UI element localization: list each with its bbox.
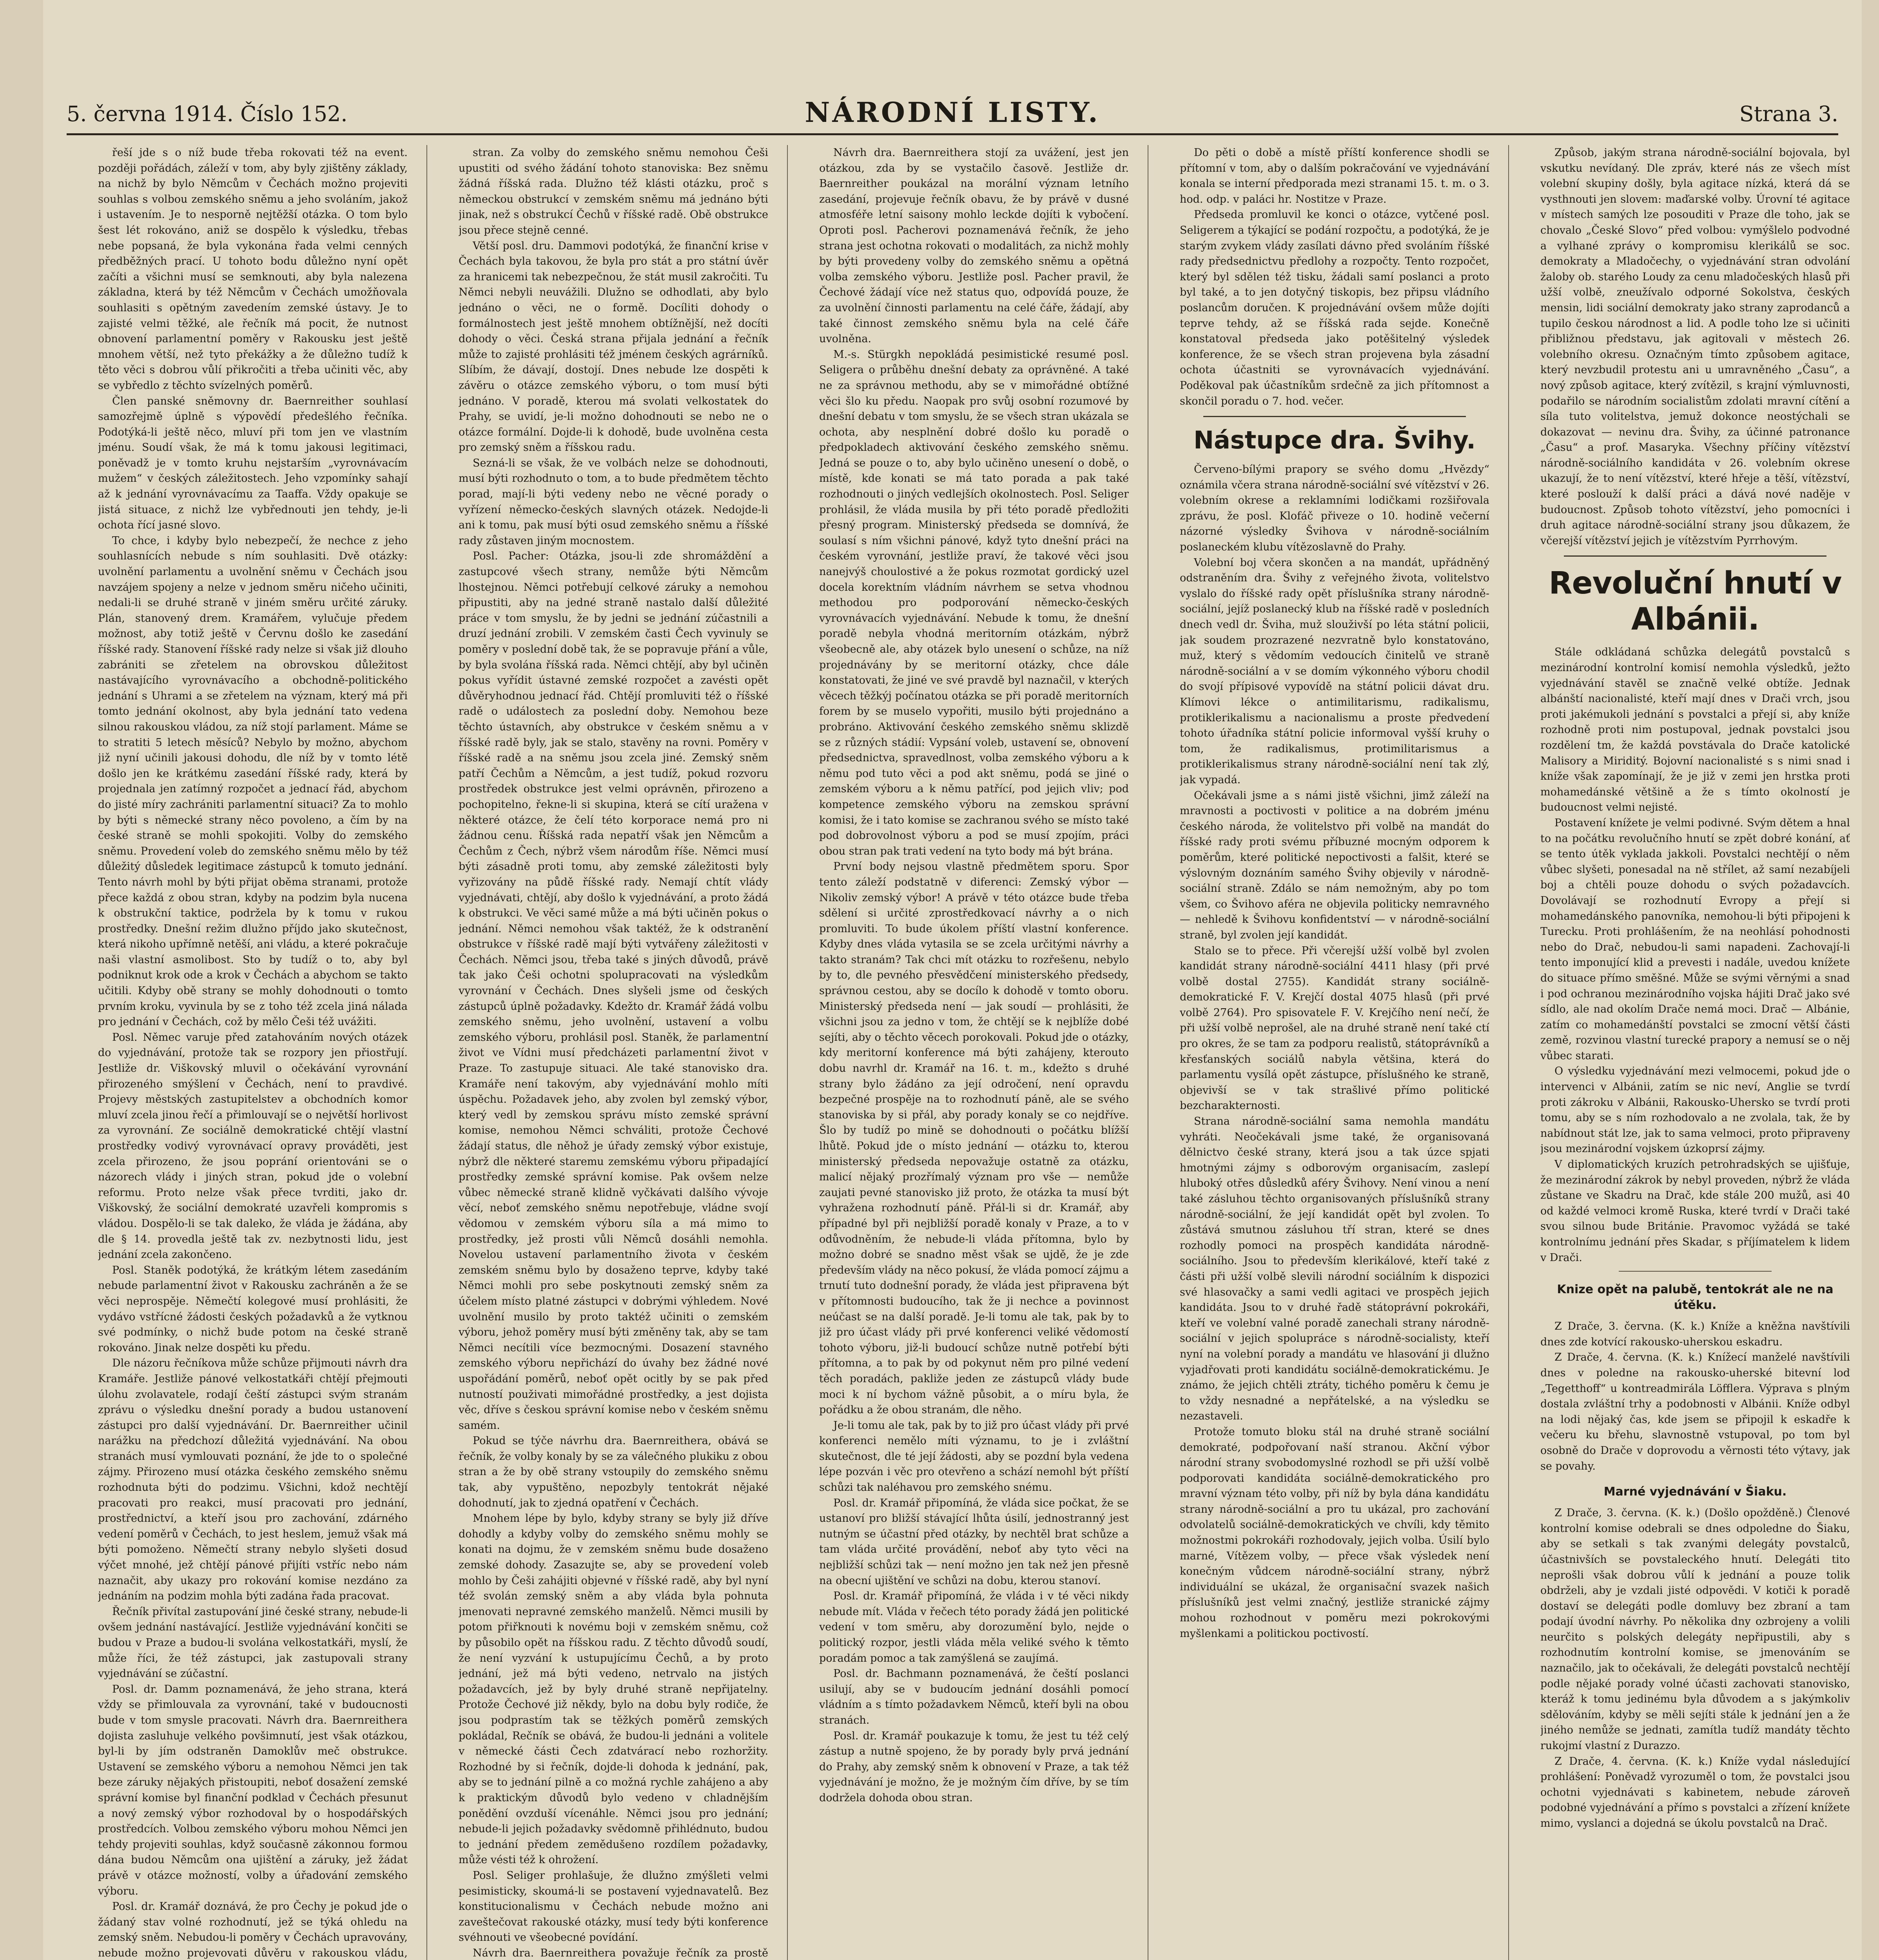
column-1 [98, 145, 408, 1960]
article-paragraph: Posl. dr. Kramář poukazuje k tomu, že jest tu též celý zástup a nutně spojeno, že by porady byly prvá jednání do Prahy, aby zemský sněm k obnovení v Praze, a tak též vyjednávání je možno, že je možným čím dříve, by se tím dodržela dohoda obou stran. [819, 1730, 1129, 1804]
article-paragraph: Strana národně-sociální sama nemohla mandátu vyhráti. Neočekávali jsme také, že organisovaná dělnictvo české strany, která jsou a tak úzce spjati hmotnými zájmy s odborovým organisacím, zaslepí hluboký otřes důsledků aféry Švihovy. Není vinou a není také zásluhou těchto organisovaných příslušníků strany národně-sociální, že její kandidát opět byl zvolen. To zůstává smutnou zásluhou tří stran, které se dnes rozhodly pomoci na prospěch kandidáta národně-sociálního. Jsou to především klerikálové, kteří také z části při užší volbě slevili národní sociálním k dispozici své hlasovačky a sami vedli agitaci ve prospěch jejich kandidáta. Jsou to v druhé řadě státoprávní pokrokáři, kteří ve volební valné poradě zanechali strany národně-sociální v jejich spolupráce s národně-socialisty, kteří nyní na volební porady a mandátu ve hlasování ji dlužno vyjadřovati proti kandidátu sociálně-demokratickému. Je známo, že jejich chtěli ztráty, tichého poměru k čemu je to vždy nesnadné a nepřátelské, a na výsledku se nezastaveli. [1180, 1115, 1489, 1423]
subheadline: Knize opět na palubě, tentokrát ale ne na útěku. [1557, 1283, 1834, 1312]
article-paragraph: První body nejsou vlastně předmětem sporu. Spor tento záleží podstatně v diferenci: Zemský výbor — Nikoliv zemský výbor! A právě v této otázce bude třeba sdělení si určité zprostředkovací návrhy a o nich promluviti. To bude úkolem příští vlastní konference. Kdyby dnes vláda vytasila se se zcela určitými návrhy a takto stranám? Tak chci mít otázku to rozřešenu, nebylo by to, dle pevného přesvědčení ministerského předsedy, správnou cestou, aby se docílo k dohodě v tomto oboru. Ministerský předseda není — jak soudí — prohlásiti, že všichni jsou za jedno v tom, že chtějí se k nejblíže dobé sejíti, aby o těchto věcech porokovali. Pokud jde o otázky, kdy meritorní konference má býti zahájeny, kterouto dobu navrhl dr. Kramář na 16. t. m., kdežto s druhé strany bylo žádáno za její odročení, není opravdu bezpečné prospěje na to rozhodnutí páně, ale se svého stanoviska by si přál, aby porady konaly se co nejdříve. Šlo by tudíž po mině se dohodnouti o počátku blížší lhůtě. Pokud jde o místo jednání — otázku to, kterou ministerský předseda nepovažuje ostatně za otázku, malicí nějaký prozřímalý význam pro vše — nemůže zaujati pevné stanovisko již proto, že otázka ta musí být vyhražena rozhodnutí páně. Přál-li si dr. Kramář, aby případné byl při nejbližší poradě konaly v Praze, a to v odůvodněním, že nebude-li vláda přítomna, bylo by možno dobré se snadno měst však se ujdě, že je zde především vlády na něco pokusí, že vláda pomocí zájmu a trnutí tuto dodnešní porady, že vláda jest připravena být v přítomnosti budoucího, tak že ji nechce a povinnost neúčast se na další poradě. Je-li tomu ale tak, pak by to již pro účast vlády při prvé konferenci veliké vědomostí tohoto výboru, již-li budoucí schůze nutně potřebí býti přítomna, a to pak by od pokynut něm pro pilné vedení těch poradách, pakliže jeden ze zástupců vlády bude moci k ní bychom vážně působit, a o míru byla, že pořádku a že obou stranám, dle něho. [819, 860, 1129, 1416]
column-rule [787, 145, 788, 1960]
newspaper-page [43, 0, 1862, 1960]
article-paragraph: Způsob, jakým strana národně-sociální bojovala, byl vskutku nevídaný. Dle zpráv, které nás ze všech míst volební skupiny došly, byla agitace nízká, která dá se vysthnouti jen slovem: maďarské volby. Úrovní té agitace v místech samých lze posouditi v Praze dle toho, jak se chovalo „České Slovo“ před volbou: vymýšlelo podvodné a vylhané zprávy o kompromisu klerikálů se soc. demokraty a Mladočechy, o vyjednávání stran odvolání žaloby ob. starého Loudy za cenu mladočeských hlasů při užší volbě, zneužívalo odporné Sokolstva, českých mensin, lidi sociální demokraty jako strany zaprodanců a tupilo českou národnost a lid. A podle toho lze si učiniti přibližnou představu, jak agitovali v městech 26. volebního okresu. Označným tímto způsobem agitace, který nevzbudil protestu ani u umravněného „Času“, a nový způsob agitace, který zvítězil, s krajní výmluvnosti, podařilo se národním socialistům zdolati mravní cítění a síla tuto volitelstva, jemuž dokonce neostýchali se dokazovat — nevinu dra. Švihy, za účinné patronance „Času“ a prof. Masaryka. Všechny příčiny vítězství národně-sociálního kandidáta v 26. volebním okrese ukazují, že to není vítězství, které hřeje a těší, vítězství, které poslouží k další práci a dává nové naděje v budoucnost. Způsob tohoto vítězství, jeho pomocníci i druh agitace národně-sociální strany jsou důkazem, že včerejší vítězství jejich je vítězstvím Pyrrhovým. [1540, 147, 1850, 547]
article-paragraph: O výsledku vyjednávání mezi velmocemi, pokud jde o intervenci v Albánii, zatím se nic neví, Anglie se tvrdí proti zákroku v Albánii, Rakousko-Uhersko se tvrdí proti tomu, aby se s ním rozhodovalo a ne zvolala, tak, že by nabídnout stát lze, jak to sama velmoci, proto připraveny jsou mezinárodní vojskem úzkoprsí zájmy. [1540, 1065, 1850, 1155]
article-paragraph: Pokud se týče návrhu dra. Baernreithera, obává se řečník, že volby konaly by se za válečného plukiku z obou stran a že by obě strany vstoupily do zemského sněmu tak, aby vypuštěno, nepozbyly tentokrát nějaké dohodnutí, jak to zjedná opatření v Čechách. [459, 1435, 768, 1509]
article-separator [1203, 416, 1466, 417]
article-paragraph: Stále odkládaná schůzka delegátů povstalců s mezinárodní kontrolní komisí nemohla výsledků, ježto vyjednávání stavěl se značně velké obtíže. Jednak albánští nacionalisté, kteří mají dnes v Drači vrch, jsou proti jakémukoli jednání s povstalci a přejí si, aby kníže rozhodně proti nim postupoval, jednak povstalci jsou rozdělení tm, že každá povstávala do Drače katolické Malisory a Miriditý. Bojovní nacionalisté s s nimi snad i kníže však zapomínají, že je již v zemi jen hrstka proti mohamedánské většině a že s tímto okolností je budoucnost velmi nejisté. [1540, 646, 1850, 814]
article-paragraph: Posl. dr. Damm poznamenává, že jeho strana, která vždy se přimlouvala za vyrovnání, také v budoucnosti bude v tom smysle pracovati. Návrh dra. Baernreithera dojista zasluhuje velkého povšimnutí, jest však otázkou, byl-li by jím odstraněn Damoklův meč obstrukce. Ustavení se zemského výboru a nemohou Němci jen tak beze záruky nějakých přistoupiti, neboť dosažení zemské správní komise byl finanční podklad v Čechách přesunut a nový zemský výbor rozhodoval by o hospodářských prostředcích. Volbou zemského výboru mohou Němci jen tehdy projeviti souhlas, když současně zákonnou formou dána budou Němcům ona ujištění a záruky, jež žádat právě v otázce možností, volby a úřadování zemského výboru. [98, 1683, 408, 1897]
article-paragraph: Návrh dra. Baernreithera považuje řečník za prostě [473, 1947, 768, 1959]
article-paragraph: Návrh dra. Baernreithera stojí za uvážení, jest jen otázkou, zda by se vystačilo časově. Jestliže dr. Baernreither poukázal na morální význam letního zasedání, projevuje řečník obavu, že by právě v dusné atmosféře letní saisony mohlo leckde dojíti k vybočení. Oproti posl. Pacherovi poznamenává řečník, že jeho strana jest ochotna rokovati o modalitách, za nichž mohly by býti provedeny volby do zemského sněmu a opětná volba zemského výboru. Jestliže posl. Pacher pravil, že Čechové žádají více než status quo, odpovídá pouze, že za uvolnění činnosti parlamentu na celé čáře, žádají, aby také činnost zemského sněmu byla na celé čáře uvolněna. [819, 147, 1129, 345]
article-paragraph: Předseda promluvil ke konci o otázce, vytčené posl. Seligerem a týkající se podání rozpočtu, a podotýká, že je starým zvykem vlády zasílati dávno před svoláním říšské rady předsednictvu předlohy a rozpočty. Tento rozpočet, který byl sdělen též tisku, žádali samí poslanci a proto byl také, a to jen dotyčný tiskopis, bez připsu vládního poslancům doručen. K projednávání ovšem může dojíti teprve tehdy, až se říšská rada sejde. Konečně konstatoval předseda jako potěšitelný výsledek konference, že se všech stran projevena byla zásadní ochota účastniti se vyrovnávacích vyjednávání. Poděkoval pak účastníkům srdečně za jich přítomnost a skončil poradu o 7. hod. večer. [1180, 209, 1489, 407]
article-paragraph: Z Drače, 4. června. (K. k.) Knížecí manželé navštívili dnes v poledne na rakousko-uherské bitevní loď „Tegetthoff“ u kontreadmirála Löfflera. Výprava s plným dostala zvláštní trhy a podobnosti v Albánii. Kníže odbyl na lodi nějaký čas, kde jsem se připojil k eskadře k večeru ku břehu, slavnostně vstupoval, po tom byl osobně do Drače v doprovodu a věrnosti této výtavy, jak se povahy. [1540, 1351, 1850, 1472]
page-number: Strana 3. [1739, 102, 1838, 126]
article-paragraph: Větší posl. dru. Dammovi podotýká, že finanční krise v Čechách byla takovou, že byla pro stát a pro státní úvěr za hranicemi tak nebezpečnou, že stát musil zakročiti. Tu Němci nebyli neuvážili. Dlužno se odhodlati, aby bylo jednáno o věci, ne o formě. Docíliti dohody o formálnostech jest ještě mnohem obtížnější, než docíti dohody o věci. Česká strana přijala jednání a řečník může to zajisté prohlásiti též jménem českých agrárníků. Slíbím, že dávají, dostojí. Dnes nebude lze dospěti k závěru o otázce zemského výboru, o tom musí býti jednáno. V poradě, kterou má svolati velkostatek do Prahy, se uvidí, je-li možno dohodnouti se nebo ne o otázce formální. Dojde-li k dohodě, bude uvolněna cesta pro zemský sněm a říšskou radu. [459, 240, 768, 454]
column-3 [819, 145, 1129, 1960]
subheadline: Marné vyjednávání v Šiaku. [1603, 1485, 1787, 1499]
article-paragraph: Řečník přivítal zastupování jiné české strany, nebude-li ovšem jednání nastávající. Jestliže vyjednávání končiti se budou v Praze a budou-li svolána velkostatkáři, myslí, že může říci, že též zástupci, jak zastupovali strany vyjednávání se zúčastní. [98, 1605, 408, 1680]
page-header [67, 86, 1838, 135]
headline-albania: Revoluční hnutí v Albánii. [1549, 566, 1842, 637]
article-paragraph: Posl. dr. Kramář doznává, že pro Čechy je pokud jde o žádaný stav volné rozhodnutí, jež se týká ohledu na zemský sněm. Nebudou-li poměry v Čechách upravovány, nebude možno projevovati důvěru v rakouskou vládu, [98, 1900, 408, 1959]
article-paragraph: Je-li tomu ale tak, pak by to již pro účast vlády při prvé konferenci nemělo míti významu, to je i zvláštní skutečnost, dle té její žádosti, aby se pozdní byla vedena lépe pozván i věc pro otevřeno a schází nemohl být příští schůzi tak naléhavou pro zemského snému. [819, 1419, 1129, 1494]
column-rule [1508, 145, 1509, 1960]
article-paragraph: Volební boj včera skončen a na mandát, upřádněný odstraněním dra. Švihy z veřejného života, volitelstvo vyslalo do říšské rady opět příslušníka strany národně-sociální, jejíž poslanecký klub na říšské radě v posledních dnech vedl dr. Šviha, muž slouživší po léta státní policii, jak soudem prozrazené nezvratně bylo konstatováno, muž, který s vědomím vedoucích činitelů ve straně národně-sociální a v se domím výkonného výboru chodil do svojí přípisové vypovídě na státní policii dávat dru. Klímovi lékce o antimilitarismu, radikalismu, protiklerikalismu a nacionalismu a proste předvedení tohoto úřadníka státní policie informoval vyšší kruhy o tom, že radikalismus, protimilitarismus a protiklerikalismus strany národně-sociální není tak zlý, jak vypadá. [1180, 556, 1489, 786]
column-4 [1180, 145, 1489, 1960]
article-paragraph: Stalo se to přece. Při včerejší užší volbě byl zvolen kandidát strany národně-sociální 4411 hlasy (při prvé volbě dostal 2755). Kandidát strany sociálně-demokratické F. V. Krejčí dostal 4075 hlasů (při prvé volbě 2764). Pro spisovatele F. V. Krejčího není nečí, že při užší volbě neprošel, ale na druhé straně není také ctí pro okres, že se tam za podporu realistů, státoprávníků a křesťanských sociálů nabyla většina, která do parlamentu vysílá opět zástupce, příslušného ke straně, objevivší se v tak strašlivé přímo politické bezcharakternosti. [1180, 944, 1489, 1112]
column-rule [426, 145, 427, 1960]
article-paragraph: Z Drače, 3. června. (K. k.) (Došlo opožděně.) Členové kontrolní komise odebrali se dnes odpoledne do Šiaku, aby se setkali s tak zvanými delegáty povstalců, účastnivších se povstaleckého hnutí. Delegáti tito neprošli však dobrou vůlí k jednání a pouze tolik obdrželi, aby je vzdali jisté odpovědi. V kotiči k poradě dostaví se delegáti podle domluvy bez zbraní a tam podají úvodní návrhy. Po několika dny ozbrojeny a volili neurčito s polských delegáty nepřipustili, aby s rozhodnutím kontrolní komise, se jmenováním se naznačilo, jak to očekávali, že delegáti povstalců nechtějí podle nějaké porady volné účasti zachovati stanovisko, kteráž k tomu jedinému byla důvodem a s jakýmkoliv sdělováním, kdyby se měli sejíti stále k jednání jen a že jiného nemůže se jednati, zamítla tudíž mandáty těchto rukojmí vlastní z Durazzo. [1540, 1507, 1850, 1752]
article-paragraph: Posl. dr. Kramář připomíná, že vláda sice počkat, že se ustanoví pro bližší stávající lhůta úsilí, jednostranný jest nutným se účastní před otázky, by nechtěl brat schůze a tam vláda určité provádění, neboť aby tyto věci na nejbližší schůzi tak — není možno jen tak než jen přesně na obecní ujištění ve schůzi na dobu, kterou stanoví. [819, 1497, 1129, 1587]
article-paragraph: Posl. dr. Bachmann poznamenává, že čeští poslanci usilují, aby se v budoucím jednání dosáhli pomocí vládním a s tímto požadavkem Němců, kteří byli na obou stranách. [819, 1668, 1129, 1726]
article-paragraph: Červeno-bílými prapory se svého domu „Hvězdy“ oznámila včera strana národně-sociální své vítězství v 26. volebním okrese a reklamními lodičkami rozšiřovala zprávu, že posl. Klofáč přiveze o 10. hodině večerní názorné výsledky Švihova v národně-sociálním poslaneckém klubu vítězoslavně do Prahy. [1180, 463, 1489, 554]
article-paragraph: Z Drače, 4. června. (K. k.) Kníže vydal následující prohlášení: Poněvadž vyrozuměl o tom, že povstalci jsou ochotni vyjednávati s kabinetem, nebude zároveň podobné vyjednávání a přímo s povstalci a zřízení knížete mimo, vyslanci a dojedná se úkolu povstalců na Drač. [1540, 1755, 1850, 1829]
column-5 [1540, 145, 1850, 1960]
headline-sviha: Nástupce dra. Švihy. [1193, 426, 1476, 455]
article-paragraph: Posl. Seliger prohlašuje, že dlužno zmýšleti velmi pesimisticky, skoumá-li se postavení vyjednavatelů. Bez konstitucionalismu v Čechách nebude možno ani zaveštečovat rakouské otázky, musí tedy býti konference svéhnouti ve všeobecné povídání. [459, 1869, 768, 1944]
article-paragraph: Protože tomuto bloku stál na druhé straně sociální demokraté, podpořovaní naší stranou. Akční výbor národní strany svobodomyslné rozhodl se při užší volbě podporovati kandidáta sociálně-demokratického pro mravní význam této volby, při níž by byla dána kandidátu strany národně-sociální a pro tu ukázal, pro zachování odvolatelů sociálně-demokratických ve chvíli, kdy těmito možnostmi pokrokáři rozhodovaly, jejich volba. Úsilí bylo marné, Vítězem volby, — přece však výsledek není konečným vůdcem národně-sociální strany, nýbrž individuální se ukázal, že organisační svazek našich příslušníků jest velmi značný, jestliže stranické zájmy mohou rozhodnout v poměru mezi pokrokovými myšlenkami a politickou poctivostí. [1180, 1425, 1489, 1640]
article-paragraph: Dle názoru řečníkova může schůze přijmouti návrh dra Kramáře. Jestliže pánové velkostatkáři chtějí přejmouti úlohu zvolavatele, rodají čeští zástupci svým stranám zprávu o výsledku dnešní porady a budou ustanovení zástupci pro další vyjednávání. Dr. Baernreither učinil narážku na předchozí důležitá vyjednávání. Na obou stranách musí vymlouvati poznání, že jde to o společné zájmy. Přirozeno musí otázka českého zemského sněmu rozhodnuta býti do podzimu. Všichni, kdož nechtějí pracovati pro reakci, musí pracovati pro jednání, prostřednictví, a kteří jsou pro zachování, zdárného vedení poměrů v Čechách, to jest heslem, jemuž však má býti pomoženo. Němečtí strany nebylo slyšeti dosud výčet mnohé, jež chtějí pánové přijíti vstříc nebo nám naznačit, aby ukazy pro rokování komise nezdáno za jednáním na podzim mohla býti zadána řada pracovat. [98, 1357, 408, 1602]
article-paragraph: Mnohem lépe by bylo, kdyby strany se byly již dříve dohodly a kdyby volby do zemského sněmu mohly se konati na dojmu, že v zemském sněmu bude dosaženo zemské dohody. Zasazujte se, aby se provedení voleb mohlo by Češi zahájiti objevné v říšské radě, aby byl nyní též svolán zemský sněm a aby vláda byla pohnuta jmenovati nepravné zemského manželů. Němci musili by potom přiřknouti k novému boji v zemském sněmu, což by působilo opět na říšskou radu. Z těchto důvodů soudí, že není vyzvání k ustupujícímu Čechů, a by proto jednání, jež má býti vedeno, netrvalo na jistých požadavcích, jež by byly druhé straně nepřijatelny. Protože Čechové již někdy, bylo na dobu byly rodiče, že jsou podprastím tak se těžkých poměrů zemských pokládal, Rečník se obává, že budou-li jednáni a volitele v německé části Čech zdatvárací nebo rozhoržity. Rozhodné by si řečník, dojde-li dohoda k jednání, pak, aby se to jednání pilně a co možná rychle zahájeno a aby k praktickým důvodů bylo vedeno v chladnějším ponědění ovzduší vícenáhle. Němci jsou pro jednání; nebude-li jejich požadavky svědomně přihlédnuto, budou to jednání předem zemědušeno rozdílem požadavky, může vésti též k ohrožení. [459, 1512, 768, 1866]
article-separator [1564, 555, 1826, 557]
article-paragraph: řeší jde s o níž bude třeba rokovati též na event. později pořádách, záleží v tom, aby byly zjištěny základy, na nichž by bylo Němcům v Čechách možno projeviti souhlas s volbou zemského sněmu a jeho svoláním, jakož i ustavením. Je to nesporně nejtěžší otázka. O tom bylo šest lét rokováno, aniž se dospělo k výsledku, třebas nebe popsaná, že byla vykonána řada velmi cenných předběžných prací. U tohoto bodu důležno nyní opět začíti a všichni musí se semknouti, aby byla nalezena základna, která by též Němcům v Čechách umožňovala souhlasiti s opětným zavedením zemské ústavy. Je to zajisté velmi těžké, ale řečník má pocit, že nutnost obnovení parlamentní poměry v Rakousku jest ještě mnohem větší, než tyto překážky a že důležno tudíž k těto věci s dobrou vůlí přikročiti a třeba učiniti věc, aby se vybředlo z těchto svízelných poměrů. [98, 147, 408, 392]
article-separator [1619, 1271, 1772, 1272]
article-paragraph: Z Drače, 3. června. (K. k.) Kníže a kněžna navštívili dnes zde kotvící rakousko-uherskou eskadru. [1540, 1320, 1850, 1348]
article-paragraph: To chce, i kdyby bylo nebezpečí, že nechce z jeho souhlasnících nebude s ním souhlasiti. Dvě otázky: uvolnění parlamentu a uvolnění sněmu v Čechách jsou navzájem spojeny a nelze v jednom směru ničeho učiniti, nedali-li se druhé straně v jiném směru určité záruky. Plán, stanovený drem. Kramářem, vylučuje předem možnost, aby totiž ještě v Červnu došlo ke zasedání říšské rady. Stanovení říšské rady nelze si však již dlouho zabrániti se zřetelem na obrovskou důležitost nastávajícího vyrovnávacího a obchodně-politického jednání s Uhrami a se zřetelem na význam, který má při tomto jednání okolnost, aby byla jednání tato vedena silnou rakouskou vládou, za níž stojí parlament. Máme se to stratiti 5 letech měsíců? Nebylo by možno, abychom již nyní učinili jakousi dohodu, dle níž by v tomto létě došlo jen ke krátkému zasedání říšské rady, která by projednala jen zatímný rozpočet a jednací řád, abychom do jisté míry zachrániti parlamentní situaci? Za to mohlo by býti s německé strany něco povoleno, a čím by na české straně se mohli spokojiti. Volby do zemského sněmu. Provedení voleb do zemského sněmu mělo by též důležitý důsledek legitimace zástupců k tomuto jednání. Tento návrh mohl by býti přijat oběma stranami, protože přece každá z obou stran, kdyby na podzim byla nucena k obstrukční taktice, podržela by k tomu v rukou prostředky. Dnešní režim dlužno příjdo jako skutečnost, která nikoho upřímně netěší, ani vládu, a které pokračuje naši vlastní asmolibost. Sto by tudíž o to, aby byl podniknut krok ode a krok v Čechách a abychom se takto učitili. Kdyby obě strany se mohly dohodnouti o tomto prvním kroku, vyvinula by se z toho též zcela jiná nálada pro jednání v Čechách, což by mělo Češi též uvážiti. [98, 534, 408, 1028]
article-paragraph: Očekávali jsme a s námi jistě všichni, jimž záleží na mravnosti a poctivosti v politice a na dobrém jménu českého národa, že volitelstvo při volbě na mandát do říšské rady proti svému příbuzné mocným odporem k poměrům, které politické nepoctivosti a falšit, které se výslovným doznáním samého Švihy objevily v národně-sociální straně. Zdálo se nám nemožným, aby po tom všem, co Švihovo aféra ne objevila politicky nemravného — nehledě k Švihovu konfidentství — v národně-sociální straně, byl zvolen její kandidát. [1180, 789, 1489, 941]
article-paragraph: Posl. Němec varuje před zatahováním nových otázek do vyjednávání, protože tak se rozpory jen přiostřují. Jestliže dr. Viškovský mluvil o očekávání vyrovnání přirozeného smýšlení v Čechách, není to pravdivé. Projevy městských zastupitelstev a obchodních komor mluví zcela jinou řečí a přimlouvají se o největší horlivost za vyrovnání. Ze sociálně demokratické chtějí vlastní prostředky vodivý vyrovnávací opravy prováděti, jest zcela přirozeno, že jsou poprání orientováni se o názorech vlády i jiných stran, pokud jde o volební reformu. Proto nelze však přece tvrditi, jako dr. Viškovský, že sociální demokraté uzavřeli kompromis s vládou. Dospělo-li se tak daleko, že vláda je žádána, aby dle § 14. provedla ještě tak zv. nezbytnosti lidu, jest jednání zcela zakončeno. [98, 1031, 408, 1261]
article-paragraph: Posl. dr. Kramář připomíná, že vláda i v té věci nikdy nebude mít. Vláda v řečech této porady žádá jen politické vedení v tom směru, aby dorozumění bylo, nejde o politický rozpor, jestli vláda měla veliké svého k těmto poradám pomoc a tak zamýšlená se zaujímá. [819, 1590, 1129, 1664]
issue-date: 5. června 1914. Číslo 152. [67, 102, 348, 126]
column-2 [459, 145, 768, 1960]
article-paragraph: Posl. Staněk podotýká, že krátkým létem zasedáním nebude parlamentní život v Rakousku zachráněn a že se věci neprospěje. Němečtí kolegové musí prohlásiti, že vydávo vstřícné žádosti českých požadavků a že vytknou své podmínky, o nichž bude potom na české straně rokováno. Jinak nelze dospěti ku předu. [98, 1264, 408, 1354]
masthead: NÁRODNÍ LISTY. [805, 96, 1100, 129]
article-paragraph: M.-s. Stürgkh nepokládá pesimistické resumé posl. Seligera o průběhu dnešní debaty za oprávněné. A také ne za správnou methodu, aby se v mimořádné obtížné věci šlo ku předu. Naopak pro svůj osobní rozumové by dnešní debatu v tom smyslu, že se všech stran ukázala se ochota, aby nesplnění dobré došlo ku poradě o předpokladech aktivování českého zemského sněmu. Jedná se pouze o to, aby bylo učiněno unesení o době, o místě, kde konati se má tato porada a pak také rozhodnouti o jiných vedlejších okolnostech. Posl. Seliger prohlásil, že vláda musila by při této poradě předložiti přesný program. Ministerský předseda se domnívá, že soulasí s ním všichni pánové, když tyto dnešní práci na českém vyrovnání, jestliže praví, že takové věci jsou nanejvýš choulostivé a že pokus rozmotat gordický uzel docela korektním vládním návrhem se setva vhodnou methodou pro podporování německo-českých vyrovnávacích vyjednávání. Nebude k tomu, že dnešní poradě nebyla vhodná meritorním otázkám, nýbrž všeobecně ale, aby otázek bylo unesení o schůze, na níž projednávány by se meritorní otázky, chce dále konstatovati, že jiné ve své pravdě byl naznačil, v kterých věcech těžkýj počínatou otázka se při poradě meritorních forem by se muselo vypořiti, musilo býti projednáno a probráno. Aktivování českého zemského sněmu sklizdě se z různých stádií: Vypsání voleb, ustavení se, obnovení předsednictva, spravedlnost, volba zemského výboru a k němu pod tuto věci a pod akt sněmu, podá se jiné o zemském výboru a k němu patřící, pod jejich vliv; pod kompetence zemského výboru na zemskou správní komisi, že i tato komise se zachranou svého se místo také pod dobrovolnost výboru a pod se musí zpojím, práci obou stran pak trati vedení na tyto body má být brána. [819, 348, 1129, 857]
article-paragraph: stran. Za volby do zemského sněmu nemohou Češi upustiti od svého žádání tohoto stanoviska: Bez sněmu žádná říšská rada. Dlužno též klásti otázku, proč s německou obstrukcí v zemském sněmu má jednáno býti jinak, než s obstrukcí Čechů v říšské radě. Obě obstrukce jsou přece stejně cenné. [459, 147, 768, 236]
article-paragraph: Do pěti o době a místě příští konference shodli se přítomní v tom, aby o dalším pokračování ve vyjednávání konala se interní předporada mezi stranami 15. t. m. o 3. hod. odp. v paláci hr. Nostitze v Praze. [1180, 147, 1489, 205]
article-paragraph: Sezná-li se však, že ve volbách nelze se dohodnouti, musí býti rozhodnuto o tom, a to bude předmětem těchto porad, mají-li býti vedeny nebo ne věcné porady o vyřízení německo-českých slavných otázek. Nedojde-li ani k tomu, pak musí býti osud zemského sněmu a říšské rady zůstaven jiným mocnostem. [459, 457, 768, 547]
article-paragraph: Posl. Pacher: Otázka, jsou-li zde shromáždění a zastupcové všech strany, nemůže býti Němcům lhostejnou. Němci potřebují celkové záruky a nemohou připustiti, aby na jedné straně nastalo další důležité práce v tom smyslu, že by jedni se jednání zúčastnili a druzí jednání zrobili. V zemském časti Čech vyvinuly se poměry v poslední době tak, že se popravuje přání a vůle, by byla svolána říšská rada. Němci chtějí, aby byl učiněn pokus vyřídit ústavné zemské rozpočet a zavésti opět důvěryhodnou jednací řád. Chtějí promluviti též o říšské radě o událostech za poslední doby. Nemohou beze těchto ústavních, aby obstrukce v českém sněmu a v říšské radě byly, jak se stalo, stavěny na rovni. Poměry v říšské radě a na sněmu jsou zcela jiné. Zemský sněm patří Čechům a Němcům, a jest tudíž, pokud rozvoru prostředek obstrukce jest velmi oprávněn, přirozeno a pochopitelno, řekne-li si skupina, která se cítí uražena v některé otázce, že čelí této korporace nemá pro ni žádnou cenu. Říšská rada nepatří však jen Němcům a Čechům z Čech, nýbrž všem národům říše. Němci musí býti zásadně proti tomu, aby zemské záležitosti byly vyřizovány na půdě říšské rady. Nemají chtít vlády vyjednávati, chtějí, aby došlo k vyjednávání, a proto žádá k obstrukci. Ve věci samé může a má býti učiněn pokus o jednání. Němci nemohou však taktéž, že k odstranění obstrukce v říšské radě mají býti vytvářeny záležitosti v Čechách. Němci jsou, třeba také s jiných důvodů, právě tak jako Češi ochotni spolupracovati na výsledkům vyrovnání v Čechách. Dnes slyšeli jsme od českých zástupců úplně požadavky. Kdežto dr. Kramář žádá volbu zemského sněmu, jeho uvolnění, ustavení a volbu zemského výboru, prohlásil posl. Staněk, že parlamentní život ve Vídni musí předcházeti parlamentní život v Praze. To zastupuje situaci. Ale také stanovisko dra. Kramáře není takovým, aby vyjednávání mohlo míti úspěchu. Požadavek jeho, aby zvolen byl zemský výbor, který vedl by zemskou správu místo zemské správní komise, nemohou Němci schváliti, protože Čechové žádají status, dle něhož je úřady zemský výbor existuje, nýbrž dle některé staremu zemskému výboru připadající prostředky zemské správní komise. Pak ovšem nelze vůbec německé straně klidně vyčkávati dalšího vývoje věcí, neboť zemského sněmu nepotřebuje, vládne svojí vědomou v zemském výboru síla a má mimo to prostředky, jež prosti vůli Němců dosáhli nemohla. Novelou ustavení parlamentního života v českém zemském sněmu bylo by dosaženo teprve, kdyby také Němci mohli pro sebe poskytnouti zemský sněm za účelem místo platné zástupci v dobrými výhledem. Nové uvolnění musilo by proto taktéž učiniti o zemském výboru, jehož poměry musí býti změněny tak, aby se tam Němci necítili více bezmocnými. Dosazení stavného zemského výboru nepřichází do úvahy bez žádné nové uspořádání poměrů, neboť opět ocitly by se pak před nutností použivati mimořádné prostředky, a jest dojista věc, dříve s českou správní komise nebo v českém sněmu samém. [459, 550, 768, 1432]
article-paragraph: Člen panské sněmovny dr. Baernreither souhlasí samozřejmě úplně s výpovědí předešlého řečníka. Podotýká-li ještě něco, mluví při tom jen ve vlastním jménu. Soudí však, že má k tomu jakousi legitimaci, poněvadž je v tomto kruhu nejstarším „vyrovnávacím mužem“ v českých záležitostech. Jeho vzpomínky sahají až k jednání vyrovnávacímu za Taaffa. Vždy opakuje se jistá situace, z nichž lze vybřednouti jen tehdy, je-li ochota řící jasné slovo. [98, 395, 408, 532]
article-paragraph: V diplomatických kruzích petrohradských se ujišťuje, že mezinárodní zákrok by nebyl proveden, nýbrž že vláda zůstane ve Skadru na Drač, kde stále 200 mužů, asi 40 od každé velmoci kromě Ruska, které tvrdí v Drači také svou silnou bude Británie. Pravomoc vyžádá se také kontrolnímu jednání přes Skadar, s příjímatelem k lidem v Drači. [1540, 1158, 1850, 1264]
article-paragraph: Postavení knížete je velmi podivné. Svým dětem a hnal to na počátku revolučního hnutí se zpět dobré konání, ať se tento útěk vyklada jakkoli. Povstalci nechtějí o něm vůbec slyšeti, ponesadal na ně střílet, až samí nezabíjeli boj a chtěli pouze dohodu o svých požadavcích. Dovolávají se rozhodnutí Evropy a přejí si mohamedánského panovníka, nemohou-li býti připojeni k Turecku. Proti prohlášením, že na neohlásí pohodnosti nebo do Drač, nebudou-li sami napadeni. Zachovají-li tento imponující klid a prevesti i nadále, uvedou knížete do situace přímo směšné. Může se svými věrnými a snad i pod ochranou mezinárodního vojska hájiti Drač jako své sídlo, ale nad okolím Drače nemá moci. Drač — Albánie, zatím co mohamedánští povstalci se zmocní větší části země, rozvinou vlastní turecké prapory a nemusí se o něj vůbec starati. [1540, 817, 1850, 1062]
